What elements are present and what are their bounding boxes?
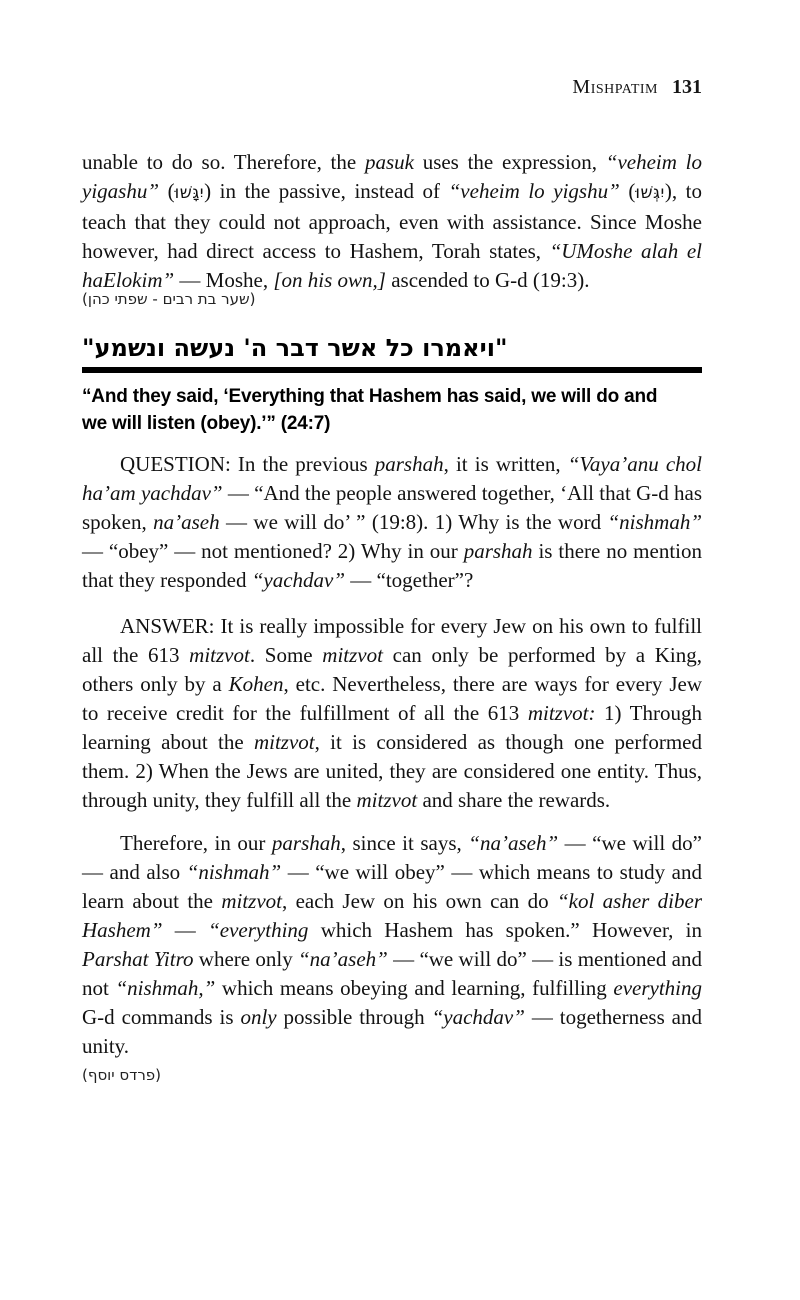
heading-divider-bar [82, 367, 702, 373]
text-column [82, 0, 702, 1085]
paragraph-answer: ANSWER: It is really impossible for every Jew on his own to fulfill all the 613 mitzvot. Some mitzvot can only be performed by a King, others only by a Kohen, etc. Nevertheless, there are ways for every Jew to receive credit for the fulfillment of all the 613 mitzvot: 1) Through learning about the mitzvot, it is considered as though one performed them. 2) When the Jews are united, they are considered one entity. Thus, through unity, they fulfill all the mitzvot and share the rewards. [82, 614, 702, 812]
source-attribution-shaar-bat-rabim: (שער בת רבים - שפתי כהן) [82, 290, 256, 308]
page-header [82, 76, 702, 98]
source-attribution-pardes-yosef: (פרדס יוסף) [82, 1066, 161, 1084]
page-number: 131 [672, 76, 702, 98]
paragraph-continuation: unable to do so. Therefore, the pasuk uses the expression, “veheim lo yigashu” (יִגָּשׁוּ) in the passive, instead of “veheim lo yigshu” (יִגְּשׁוּ), to teach that they could not approach, even with assistance. Since Moshe however, had direct access to Hashem, Torah states, “UMoshe alah el haElokim” — Moshe, [on his own,] ascended to G-d (19:3). [82, 150, 703, 292]
section-heading-translation: “And they said, ‘Everything that Hashem has said, we will do and we will listen (obey).’” (24:7) [82, 386, 658, 434]
paragraph-question: QUESTION: In the previous parshah, it is written, “Vaya’anu chol ha’am yachdav” — “And the people answered together, ‘All that G-d has spoken, na’aseh — we will do’ ” (19:8). 1) Why is the word “nishmah” — “obey” — not mentioned? 2) Why in our parshah is there no mention that they responded “yachdav” — “together”? [82, 452, 702, 592]
section-heading-hebrew: "ויאמרו כל אשר דבר ה' נעשה ונשמע" [82, 334, 508, 362]
parshah-name: Mishpatim [572, 76, 658, 98]
paragraph-conclusion: Therefore, in our parshah, since it says, “na’aseh” — “we will do” — and also “nishmah” — “we will obey” — which means to study and learn about the mitzvot, each Jew on his own can do “kol asher diber Hashem” — “everything which Hashem has spoken.” However, in Parshat Yitro where only “na’aseh” — “we will do” — is mentioned and not “nishmah,” which means obeying and learning, fulfilling everything G-d commands is only possible through “yachdav” — togetherness and unity. [82, 831, 703, 1058]
